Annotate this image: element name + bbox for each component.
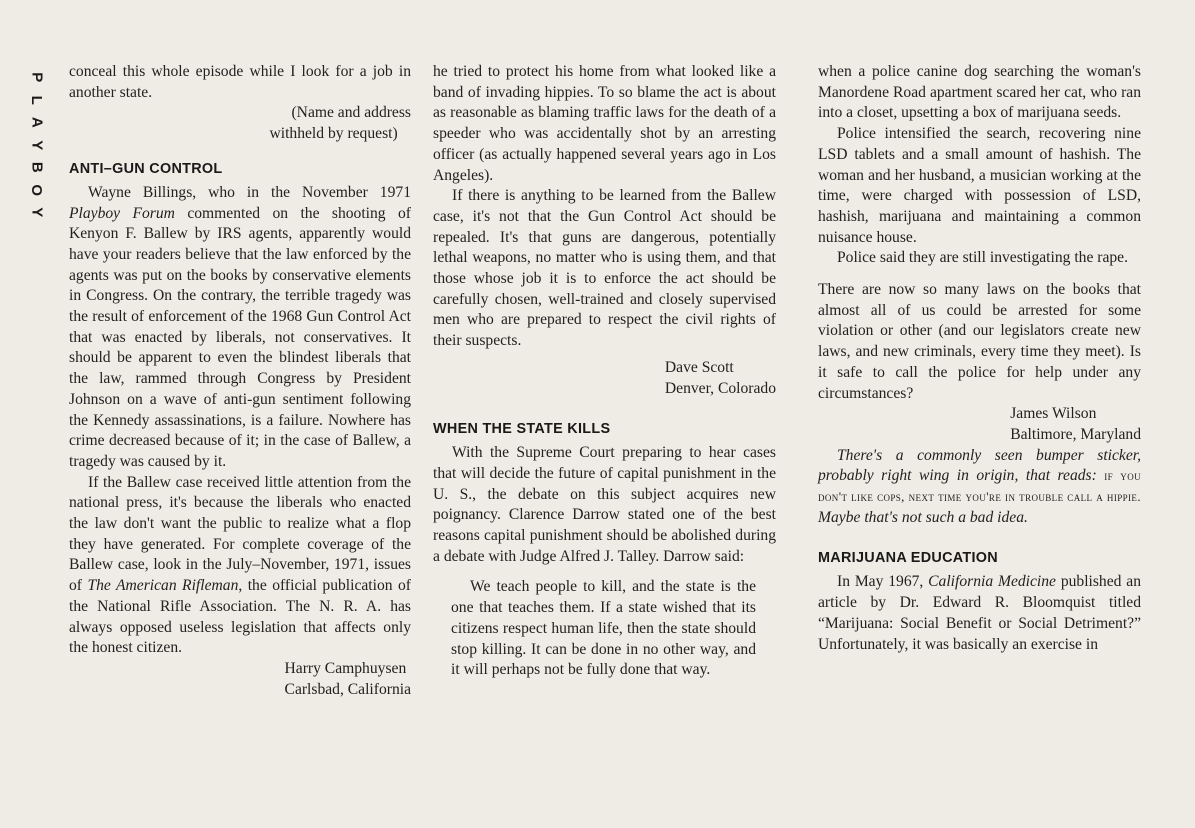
section-heading: WHEN THE STATE KILLS	[433, 421, 611, 438]
signature-line: Harry Camphuysen	[284, 659, 407, 677]
body-paragraph: If the Ballew case received little attention from the national press, it's because the liberals who enacted the law don't want the public to realize what a flop they have generated. For complete coverage of the Ballew case, look in the July–November, 1971, issues of The American Rifleman, the official publication of the National Rifle Association. The N. R. A. has always opposed useless legislation that affects only the honest citizen.	[69, 473, 411, 657]
column-3	[818, 62, 1141, 655]
letter-signature	[69, 103, 411, 144]
section-heading: ANTI–GUN CONTROL	[69, 160, 223, 177]
side-tab-letter: P	[28, 72, 46, 83]
side-tab-letter: L	[28, 95, 46, 105]
body-paragraph: Wayne Billings, who in the November 1971 Playboy Forum commented on the shooting of Kenyon F. Ballew by IRS agents, apparently would have your readers believe that the law enforced by the agents was put on the books by conservative elements in Congress. On the contrary, the terrible tragedy was the result of enforcement of the 1968 Gun Control Act that was enacted by liberals, not conservatives. It should be apparent to even the blindest liberals that the law, rammed through Congress by President Johnson on a wave of anti-gun sentiment following the Kennedy assassinations, is a failure. Nowhere has crime decreased because of it; in the case of Ballew, a tragedy was caused by it.	[69, 183, 411, 470]
signature-line: Denver, Colorado	[664, 379, 776, 397]
signature-line: Dave Scott	[664, 358, 734, 376]
section-heading: MARIJUANA EDUCATION	[818, 550, 998, 567]
magazine-side-tab	[26, 66, 46, 224]
signature-line: James Wilson	[1010, 405, 1097, 423]
editor-reply: There's a commonly seen bumper sticker, probably right wing in origin, that reads: if you don't like cops, next time you're in trouble call a hippie. Maybe that's not such a bad idea.	[818, 446, 1141, 526]
body-paragraph: With the Supreme Court preparing to hear cases that will decide the future of capital punishment in the U. S., the debate on this subject acquires new poignancy. Clarence Darrow stated one of the best reasons capital punishment should be abolished during a debate with Judge Alfred J. Talley. Darrow said:	[433, 444, 776, 565]
column-2	[433, 62, 776, 681]
side-tab-letter: Y	[28, 207, 46, 218]
letter-signature	[69, 659, 411, 700]
side-tab-letter: Y	[28, 139, 46, 150]
letter-signature	[818, 404, 1141, 445]
column-1	[69, 62, 411, 700]
signature-line: withheld by request)	[269, 125, 398, 143]
letter-ending-text: conceal this whole episode while I look for a job in another state.	[69, 63, 411, 101]
body-paragraph: Police intensified the search, recovering nine LSD tablets and a small amount of hashish. The woman and her husband, a musician working at the time, were charged with possession of LSD, hashish, marijuana and maintaining a common nuisance house.	[818, 125, 1141, 246]
body-paragraph: he tried to protect his home from what looked like a band of invading hippies. To so blame the act is about as reasonable as blaming traffic laws for the death of a speeder who was accidentally shot by an arresting officer (as actually happened several years ago in Los Angeles).	[433, 63, 776, 184]
block-quote	[451, 577, 756, 681]
side-tab-letter: B	[28, 161, 46, 173]
signature-line: Baltimore, Maryland	[1010, 425, 1141, 443]
body-paragraph: Police said they are still investigating the rape.	[837, 249, 1129, 267]
signature-line: (Name and address	[291, 104, 411, 122]
body-paragraph: If there is anything to be learned from the Ballew case, it's not that the Gun Control Act should be repealed. It's that guns are dangerous, potentially lethal weapons, no matter who is using them, and that those whose job it is to enforce the act should be carefully chosen, well-trained and closely supervised men who are prepared to respect the civil rights of their suspects.	[433, 187, 776, 350]
letter-signature	[433, 358, 776, 399]
quote-text: We teach people to kill, and the state is the one that teaches them. If a state wished that its citizens respect human life, then the state should stop killing. It can be done in no other way, and it will perhaps not be fully done that way.	[451, 578, 756, 679]
body-paragraph: when a police canine dog searching the woman's Manordene Road apartment scared her cat, who ran into a closet, upsetting a box of marijuana seeds.	[818, 63, 1141, 122]
body-paragraph: There are now so many laws on the books that almost all of us could be arrested for some violation or other (and our legislators create new laws, and new criminals, every time they meet). Is it safe to call the police for help under any circumstances?	[818, 281, 1141, 402]
signature-line: Carlsbad, California	[284, 680, 411, 698]
side-tab-letter: O	[28, 183, 46, 196]
side-tab-letter: A	[28, 116, 46, 128]
body-paragraph: In May 1967, California Medicine published an article by Dr. Edward R. Bloomquist titled “Marijuana: Social Benefit or Social Detriment?” Unfortunately, it was basically an exercise in	[818, 573, 1141, 653]
